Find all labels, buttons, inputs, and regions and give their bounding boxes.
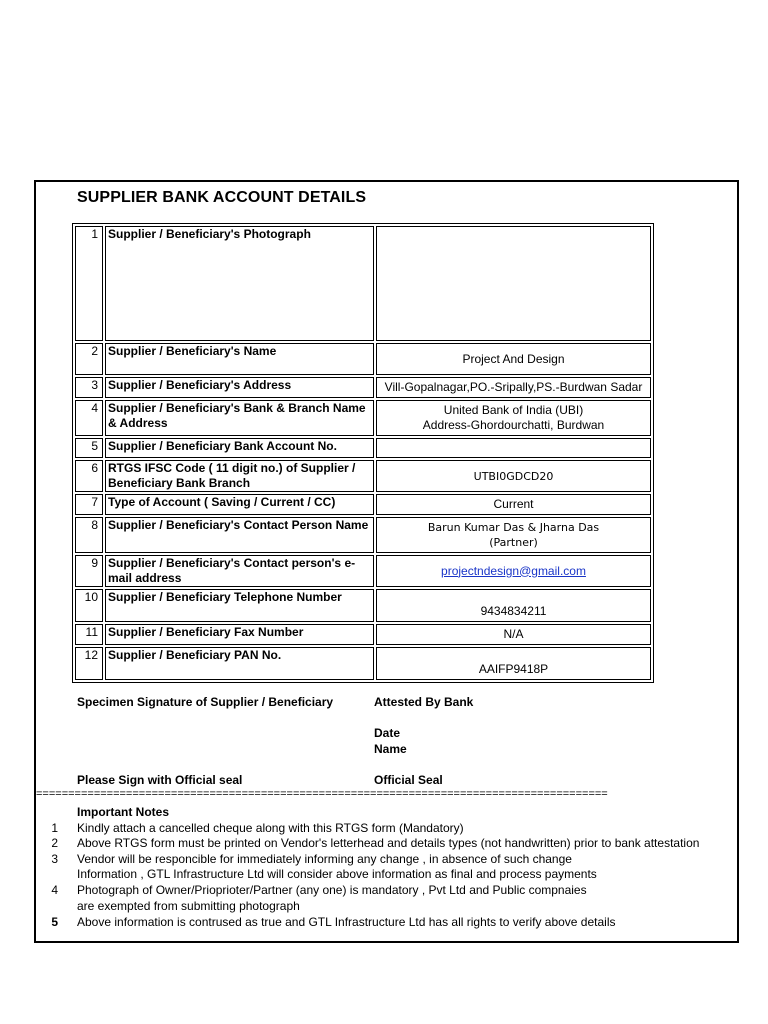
email-value (376, 555, 651, 587)
bank-address: Address-Ghordourchatti, Burdwan (422, 418, 605, 432)
ifsc-code: UTBI0GDCD20 (473, 469, 554, 483)
note-text: Above information is contrused as true and GTL Infrastructure Ltd has all rights to verify above details (77, 915, 616, 929)
note-number: 5 (51, 915, 58, 929)
specimen-signature-label: Specimen Signature of Supplier / Beneficiary (77, 695, 334, 709)
official-seal-label: Official Seal (374, 773, 443, 787)
note-text: Above RTGS form must be printed on Vendor's letterhead and details types (not handwritten) prior to bank attestation (77, 836, 700, 850)
row-number: 1 (75, 226, 103, 341)
note-number: 4 (51, 883, 58, 897)
row-label: Supplier / Beneficiary's Address (105, 377, 374, 398)
row-number: 11 (75, 624, 103, 645)
separator-line: ========================================================================================= (36, 789, 608, 800)
email-link[interactable]: projectndesign@gmail.com (441, 563, 586, 578)
note-text: Kindly attach a cancelled cheque along with this RTGS form (Mandatory) (77, 821, 464, 835)
row-number: 6 (75, 460, 103, 492)
table-row (75, 517, 651, 553)
row-label: Supplier / Beneficiary's Bank & Branch Name & Address (105, 400, 374, 436)
row-label: Type of Account ( Saving / Current / CC) (105, 494, 374, 515)
table-row (75, 226, 651, 341)
table-row (75, 400, 651, 436)
row-label: Supplier / Beneficiary's Photograph (105, 226, 374, 341)
name-label: Name (374, 742, 407, 756)
notes-heading: Important Notes (77, 805, 170, 819)
note-number: 2 (51, 836, 58, 850)
contact-person-value (376, 517, 651, 553)
row-label: Supplier / Beneficiary's Contact Person Name (105, 517, 374, 553)
table-row (75, 589, 651, 622)
row-number: 9 (75, 555, 103, 587)
row-label: Supplier / Beneficiary's Contact person's e-mail address (105, 555, 374, 587)
bank-name: United Bank of India (UBI) (443, 403, 584, 417)
account-type-value: Current (376, 494, 651, 515)
contact-person-role: (Partner) (489, 536, 538, 549)
note-text: are exempted from submitting photograph (77, 899, 300, 913)
telephone-value: 9434834211 (376, 589, 651, 622)
note-number: 3 (51, 852, 58, 866)
note-text: Vendor will be responcible for immediately informing any change , in absence of such change (77, 852, 572, 866)
contact-person-names: Barun Kumar Das & Jharna Das (427, 521, 600, 534)
attested-by-bank-label: Attested By Bank (374, 695, 474, 709)
details-table (72, 223, 654, 683)
table-row (75, 647, 651, 680)
row-number: 2 (75, 343, 103, 375)
supplier-name-value: Project And Design (376, 343, 651, 375)
table-row (75, 624, 651, 645)
row-label: Supplier / Beneficiary Fax Number (105, 624, 374, 645)
note-text: Information , GTL Infrastructure Ltd will consider above information as final and process payments (77, 867, 597, 881)
account-number-value (376, 438, 651, 458)
row-number: 4 (75, 400, 103, 436)
bank-branch-value (376, 400, 651, 436)
row-label: RTGS IFSC Code ( 11 digit no.) of Supplier / Beneficiary Bank Branch (105, 460, 374, 492)
row-number: 5 (75, 438, 103, 458)
note-number: 1 (51, 821, 58, 835)
page-title: SUPPLIER BANK ACCOUNT DETAILS (77, 189, 367, 206)
photograph-box (376, 226, 651, 341)
row-number: 12 (75, 647, 103, 680)
table-row (75, 460, 651, 492)
note-text: Photograph of Owner/Prioprioter/Partner (any one) is mandatory , Pvt Ltd and Public compnaies (77, 883, 587, 897)
row-label: Supplier / Beneficiary Bank Account No. (105, 438, 374, 458)
date-label: Date (374, 726, 401, 740)
row-number: 7 (75, 494, 103, 515)
supplier-address-value: Vill-Gopalnagar,PO.-Sripally,PS.-Burdwan Sadar (376, 377, 651, 398)
pan-value: AAIFP9418P (376, 647, 651, 680)
row-number: 10 (75, 589, 103, 622)
row-number: 3 (75, 377, 103, 398)
row-number: 8 (75, 517, 103, 553)
sign-with-seal-label: Please Sign with Official seal (77, 773, 243, 787)
table-row (75, 343, 651, 375)
row-label: Supplier / Beneficiary Telephone Number (105, 589, 374, 622)
table-row (75, 555, 651, 587)
fax-value: N/A (376, 624, 651, 645)
table-row (75, 377, 651, 398)
ifsc-value (376, 460, 651, 492)
table-row (75, 438, 651, 458)
row-label: Supplier / Beneficiary PAN No. (105, 647, 374, 680)
row-label: Supplier / Beneficiary's Name (105, 343, 374, 375)
table-row (75, 494, 651, 515)
